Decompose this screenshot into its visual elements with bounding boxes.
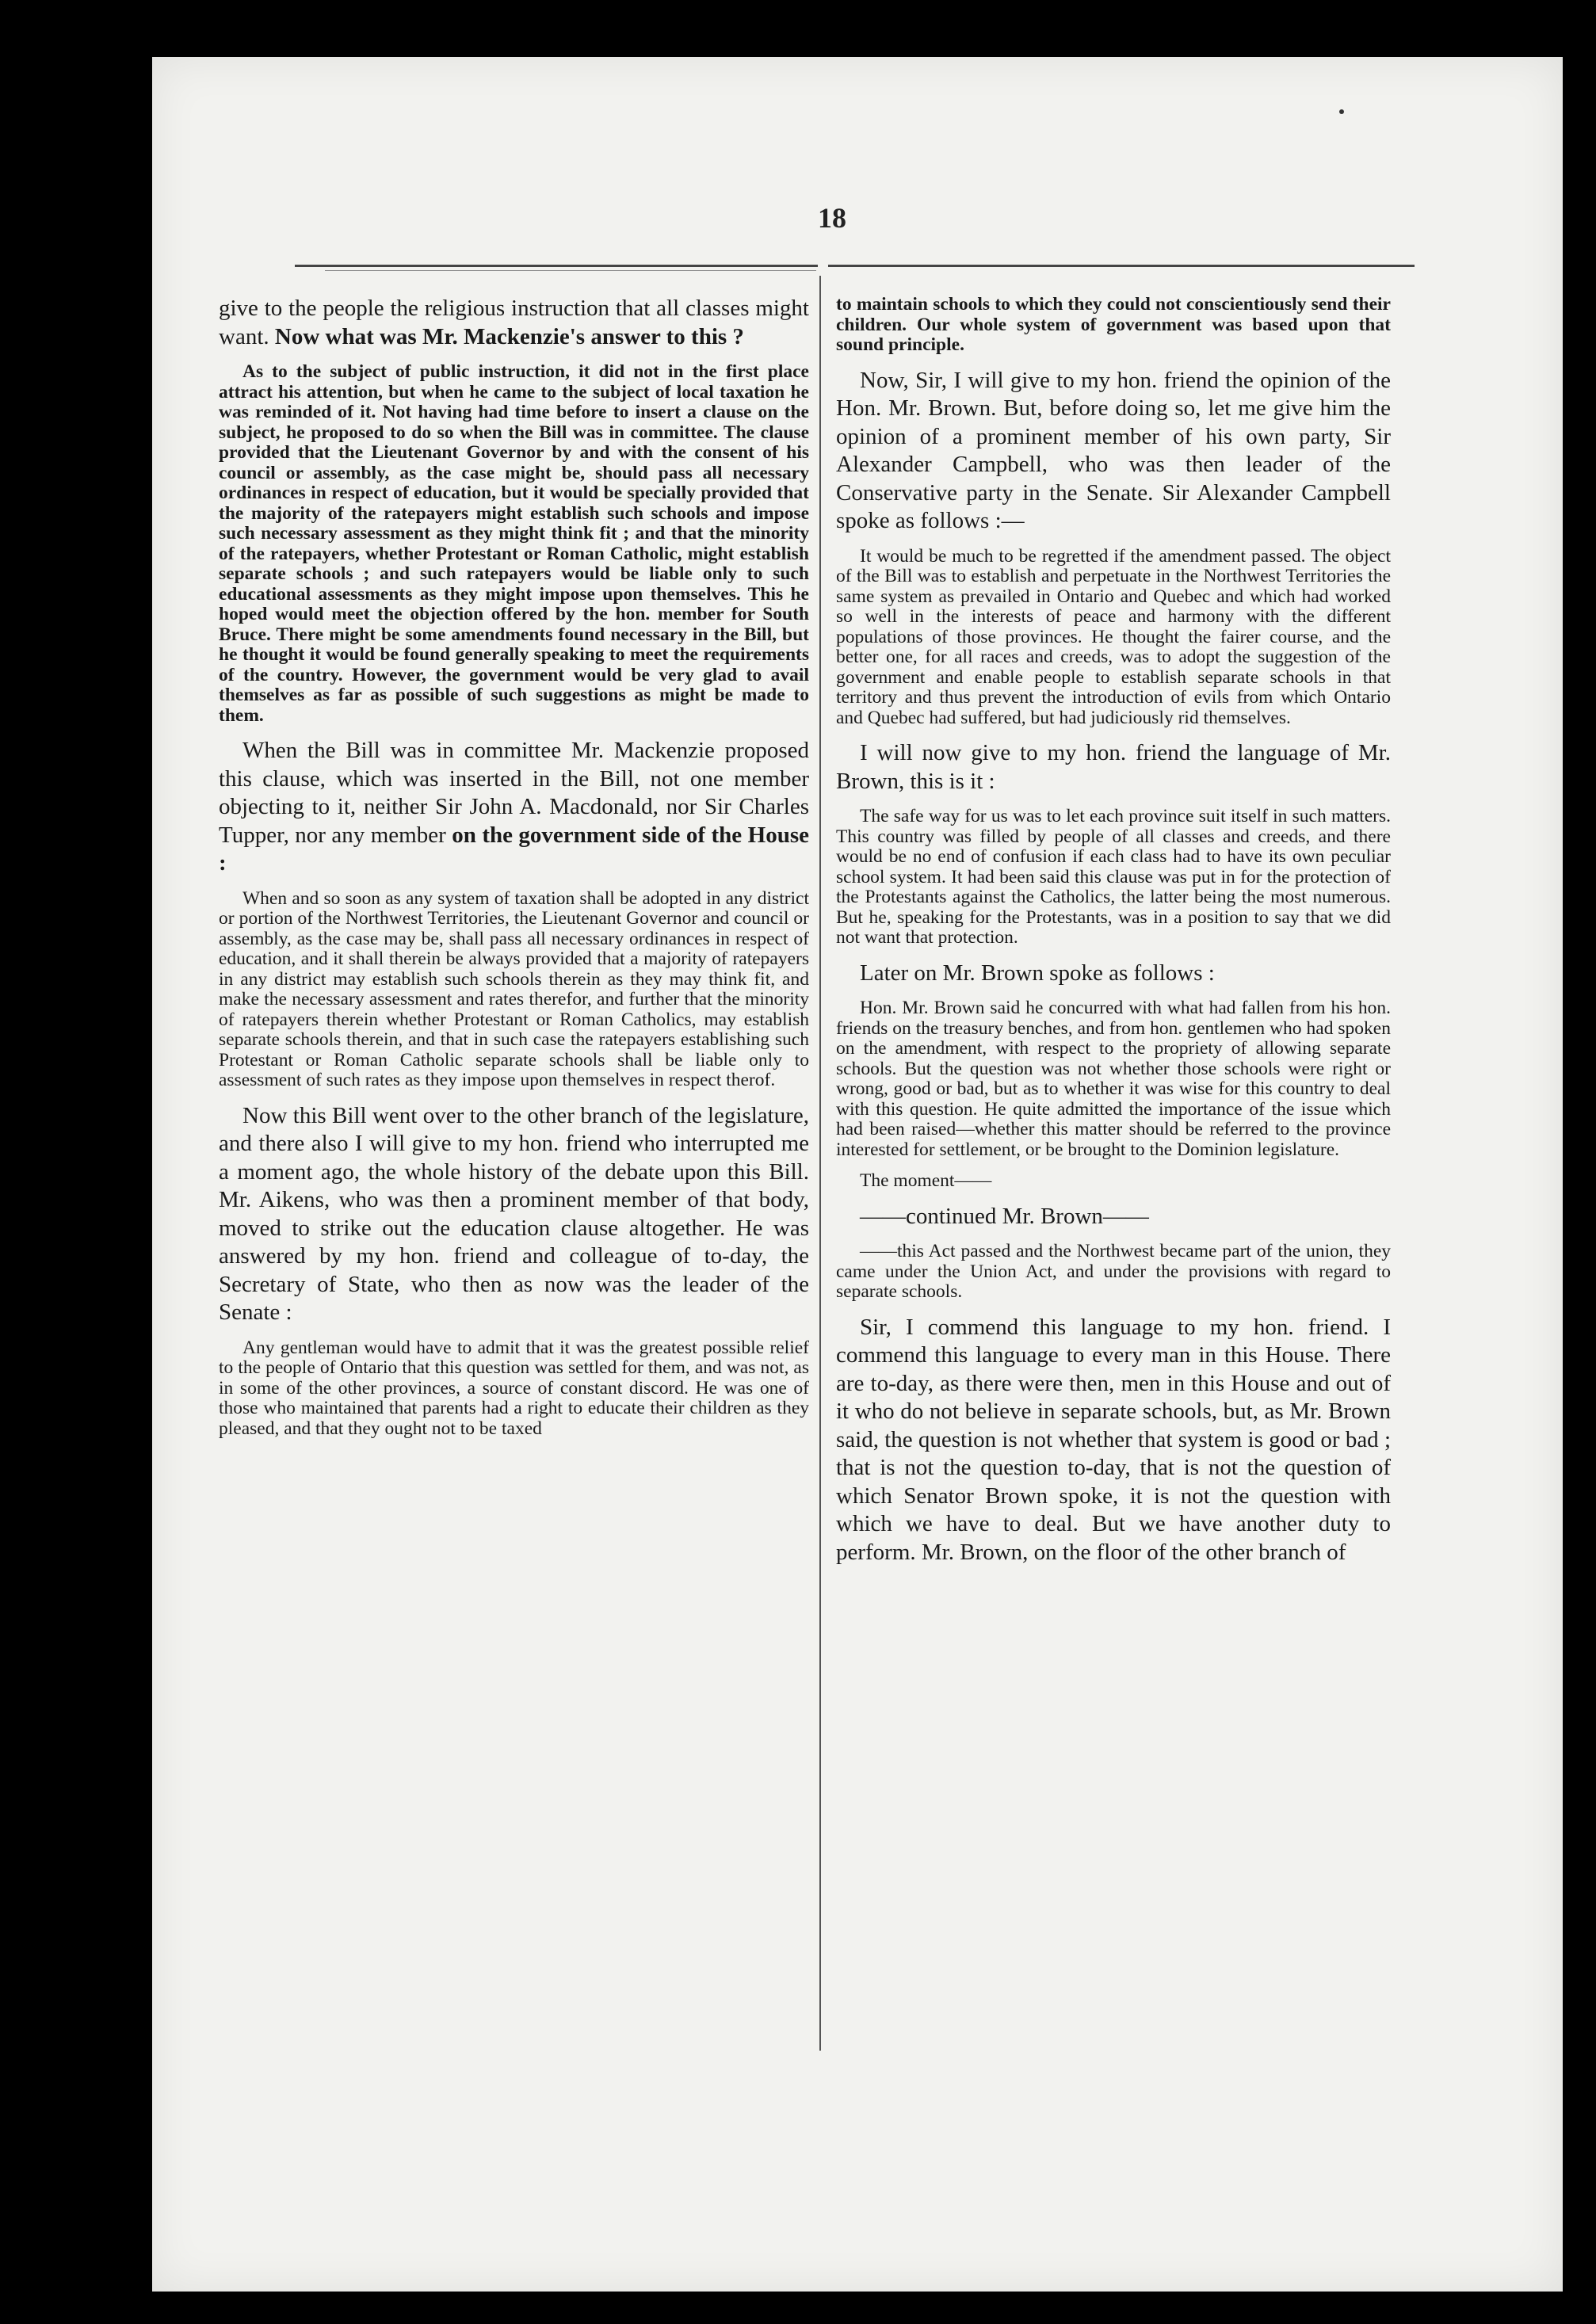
quoted-paragraph: ——this Act passed and the Northwest became part of the union, they came under the Union Act, and under the provisions with regard to separate schools.: [836, 1241, 1391, 1302]
header-rule-right: [828, 265, 1415, 267]
paragraph: ——continued Mr. Brown——: [860, 1203, 1149, 1229]
paragraph: Now this Bill went over to the other branch of the legislature, and there also I will give to my hon. friend who interrupted me a moment ago, the whole history of the debate upon this Bill. Mr. Aikens, who was then a prominent member of that body, moved to strike out the education clause altogether. He was answered by my hon. friend and colleague of to-day, the Secretary of State, who then as now was the leader of the Senate :: [219, 1102, 809, 1325]
quoted-paragraph: The safe way for us was to let each province suit itself in such matters. This country was filled by people of all classes and creeds, and there would be no end of confusion if each class had to have its own peculiar school system. It had been said this clause was put in for the protection of the Protestants against the Catholics, the latter being the most numerous. But he, speaking for the Protestants, was in a position to say that we did not want that protection.: [836, 806, 1391, 948]
paragraph: Now, Sir, I will give to my hon. friend the opinion of the Hon. Mr. Brown. But, before doing so, let me give him the opinion of a prominent member of his own party, Sir Alexander Campbell, who was then leader of the Conservative party in the Senate. Sir Alexander Campbell spoke as follows :—: [836, 367, 1391, 533]
paragraph: Later on Mr. Brown spoke as follows :: [860, 960, 1215, 986]
header-rule-left: [295, 265, 818, 267]
paragraph: I will now give to my hon. friend the language of Mr. Brown, this is it :: [836, 740, 1391, 794]
quoted-paragraph: It would be much to be regretted if the amendment passed. The object of the Bill was to establish and perpetuate in the Northwest Territories the same system as prevailed in Ontario and Quebec and which had worked so well in the interests of peace and harmony with the different populations of those provinces. He thought the fairer course, and the better one, for all races and creeds, was to adopt the suggestion of the government and enable people to establish separate schools in that territory and thus prevent the introduction of evils from which Ontario and Quebec had suffered, but had judiciously rid themselves.: [836, 545, 1391, 728]
quoted-paragraph: Any gentleman would have to admit that it was the greatest possible relief to the people of Ontario that this question was settled for them, and was not, as in some of the other provinces, a source of constant discord. He was one of those who maintained that parents had a right to educate their children as they pleased, and that they ought not to be taxed: [219, 1337, 809, 1439]
right-column: [836, 295, 1391, 1578]
paragraph: [219, 295, 809, 351]
paragraph-emphasis: Now what was Mr. Mackenzie's answer to this ?: [274, 323, 744, 349]
quoted-paragraph: The moment——: [860, 1170, 992, 1191]
header-rule-left-thin: [325, 270, 816, 271]
quoted-clause: When and so soon as any system of taxation shall be adopted in any district or portion of the Northwest Territories, the Lieutenant Governor and council or assembly, as the case may be, shall pass all necessary ordinances in respect of education, and it shall therein be always provided that a majority of ratepayers in any district may establish such schools therein as they may think fit, and make the necessary assessment and rates therefor, and further that the minority of ratepayers therein whether Protestant or Roman Catholics, may establish separate schools therein, and that in such case the ratepayers establishing such Protestant or Roman Catholic separate schools shall be liable only to assessment of such rates as they impose upon themselves in respect therof.: [219, 887, 809, 1090]
paragraph-emphasis: on the government side of the House :: [219, 822, 809, 876]
left-column: [219, 295, 809, 1450]
paragraph: [219, 737, 809, 878]
column-divider: [819, 276, 821, 2051]
quoted-paragraph: Hon. Mr. Brown said he concurred with what had fallen from his hon. friends on the treasury benches, and from hon. gentlemen who had spoken on the amendment, with respect to the propriety of allowing separate schools. But the question was not whether those schools were right or wrong, good or bad, but as to whether it was wise for this country to deal with this question. He quite admitted the importance of the issue which had been raised—whether this matter should be referred to the province interested for settlement, or be brought to the Dominion legislature.: [836, 998, 1391, 1160]
paragraph: Sir, I commend this language to my hon. friend. I commend this language to every man in this House. There are to-day, as there were then, men in this House and out of it who do not believe in separate schools, but, as Mr. Brown said, the question is not whether that system is good or bad ; that is not the question to-day, that is not the question of which Senator Brown spoke, it is not the question with which we have to deal. But we have another duty to perform. Mr. Brown, on the floor of the other branch of: [836, 1314, 1391, 1565]
ink-speck: [1339, 109, 1344, 114]
quoted-paragraph: to maintain schools to which they could not conscientiously send their children. Our whole system of government was based upon that sound principle.: [836, 294, 1391, 355]
paragraph-text: When the Bill was in committee Mr. Mackenzie proposed this clause, which was inserted in the Bill, not one member objecting to it, neither Sir John A. Macdonald, nor Sir Charles Tupper, nor any member: [219, 738, 809, 848]
paragraph-text: give to the people the religious instruction that all classes might want.: [219, 296, 809, 349]
quoted-paragraph: As to the subject of public instruction, it did not in the first place attract his attention, but when he came to the subject of local taxation he was reminded of it. Not having had time before to insert a clause on the subject, he proposed to do so when the Bill was in committee. The clause provided that the Lieutenant Governor by and with the consent of his council or assembly, as the case might be, should pass all necessary ordinances in respect of education, but it would be specially provided that the majority of the ratepayers might establish such schools and impose such necessary assessment as they might think fit ; and that the minority of the ratepayers, whether Protestant or Roman Catholic, might establish separate schools ; and such ratepayers would be liable only to such educational assessments as they might impose upon themselves. This he hoped would meet the objection offered by the hon. member for South Bruce. There might be some amendments found necessary in the Bill, but he thought it would be found generally speaking to meet the requirements of the country. However, the government would be very glad to avail themselves as far as possible of such suggestions as might be made to them.: [219, 361, 809, 726]
page-number: 18: [818, 202, 846, 234]
